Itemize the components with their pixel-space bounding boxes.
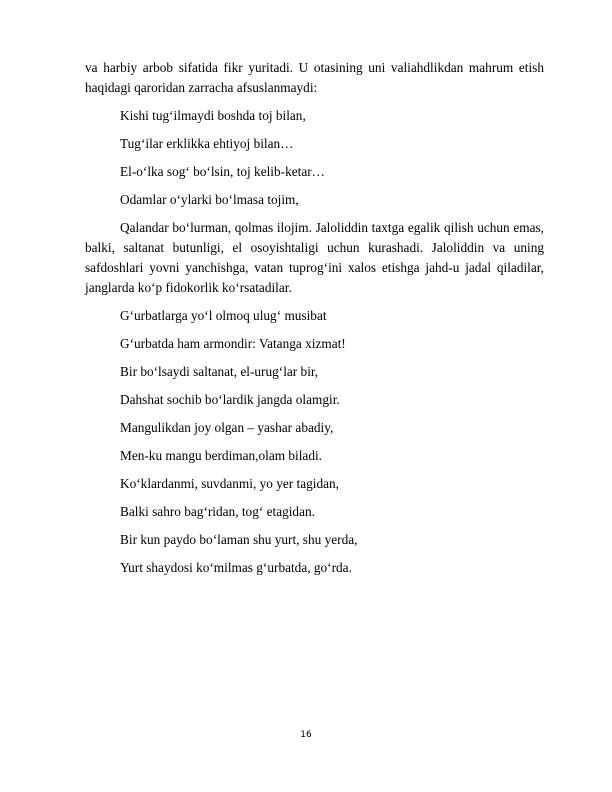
verse-line: Kishi tug‘ilmaydi boshda toj bilan,	[120, 108, 306, 123]
verse-line: G‘urbatda ham armondir: Vatanga xizmat!	[120, 336, 346, 351]
verse-line: Mangulikdan joy olgan – yashar abadiy,	[120, 420, 334, 435]
verse-line: Yurt shaydosi ko‘milmas g‘urbatda, go‘rda.	[120, 560, 352, 575]
verse-line: Tug‘ilar erklikka ehtiyoj bilan…	[120, 136, 294, 151]
document-page	[85, 58, 544, 586]
verse-line: Balki sahro bag‘ridan, tog‘ etagidan.	[120, 504, 315, 519]
verse-line: Men-ku mangu berdiman,olam biladi.	[120, 448, 322, 463]
verse-line: Dahshat sochib bo‘lardik jangda olamgir.	[120, 392, 340, 407]
page-number: 16	[300, 730, 312, 740]
paragraph: Qalandar bo‘lurman, qolmas ilojim. Jaloliddin taxtga egalik qilish uchun emas, balki, saltanat butunligi, el osoyishtaligi uchun kurashadi. Jaloliddin va uning safdoshlari yovni yanchishga, vatan tuprog‘ini xalos etishga jahd-u jadal qiladilar, janglarda ko‘p fidokorlik ko‘rsatadilar.	[85, 220, 544, 295]
verse-line: Bir kun paydo bo‘laman shu yurt, shu yerda,	[120, 532, 358, 547]
verse-line: Odamlar o‘ylarki bo‘lmasa tojim,	[120, 192, 299, 207]
verse-line: Ko‘klardanmi, suvdanmi, yo yer tagidan,	[120, 476, 339, 491]
verse-line: El-o‘lka sog‘ bo‘lsin, toj kelib-ketar…	[120, 164, 325, 179]
verse-line: Bir bo‘lsaydi saltanat, el-urug‘lar bir,	[120, 364, 319, 379]
paragraph: va harbiy arbob sifatida fikr yuritadi. U otasining uni valiahdlikdan mahrum etish haqidagi qaroridan zarracha afsuslanmaydi:	[85, 60, 544, 95]
verse-line: G‘urbatlarga yo‘l olmoq ulug‘ musibat	[120, 308, 327, 323]
